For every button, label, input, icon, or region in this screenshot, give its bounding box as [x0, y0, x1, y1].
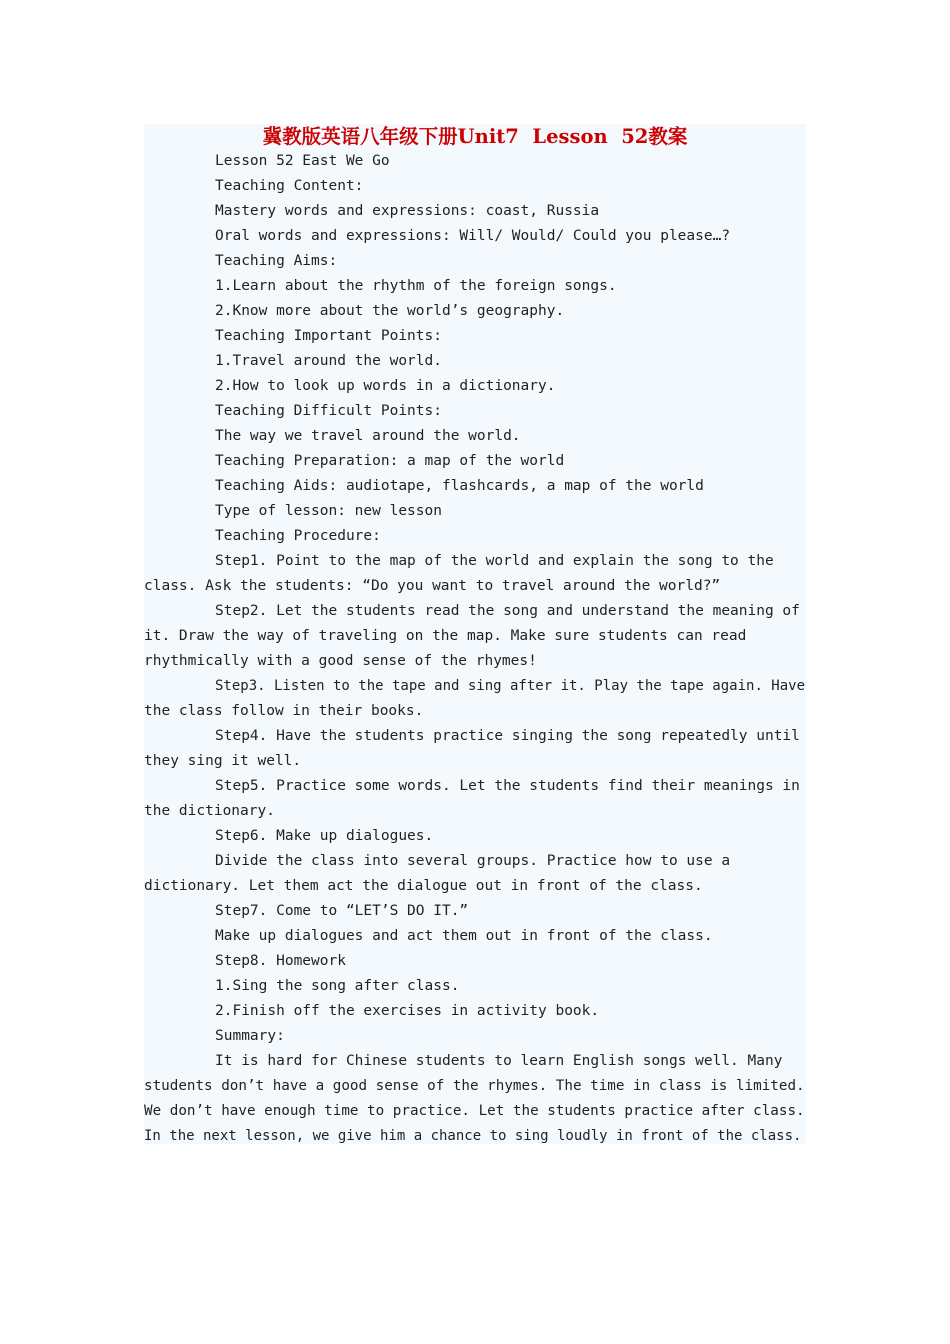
- text-line: 2.Finish off the exercises in activity book.: [215, 1003, 600, 1019]
- text-line: 2.How to look up words in a dictionary.: [215, 378, 556, 394]
- text-line: Step6. Make up dialogues.: [215, 828, 434, 844]
- text-line: Teaching Preparation: a map of the world: [215, 453, 565, 469]
- text-line: We don’t have enough time to practice. Let the students practice after class.: [144, 1103, 805, 1119]
- lesson-plan-document: [144, 124, 806, 1144]
- text-line: dictionary. Let them act the dialogue out in front of the class.: [144, 878, 703, 894]
- text-line: it. Draw the way of traveling on the map. Make sure students can read: [144, 628, 747, 644]
- text-line: Step7. Come to “LET’S DO IT.”: [215, 903, 469, 919]
- text-line: Divide the class into several groups. Practice how to use a: [215, 853, 731, 869]
- text-line: students don’t have a good sense of the rhymes. The time in class is limited.: [144, 1078, 805, 1094]
- text-line: Teaching Aids: audiotape, flashcards, a map of the world: [215, 478, 704, 494]
- document-title: 冀教版英语八年级下册Unit7 Lesson 52教案: [262, 125, 688, 148]
- text-line: 1.Sing the song after class.: [215, 978, 460, 994]
- text-line: they sing it well.: [144, 753, 302, 769]
- text-line: Teaching Procedure:: [215, 528, 381, 544]
- text-line: Teaching Content:: [215, 178, 364, 194]
- text-line: 1.Learn about the rhythm of the foreign songs.: [215, 278, 617, 294]
- text-line: 2.Know more about the world’s geography.: [215, 303, 565, 319]
- text-line: Step5. Practice some words. Let the students find their meanings in: [215, 778, 800, 794]
- text-line: Teaching Important Points:: [215, 328, 442, 344]
- text-line: Oral words and expressions: Will/ Would/ Could you please…?: [215, 228, 731, 244]
- text-line: Step1. Point to the map of the world and explain the song to the: [215, 553, 774, 569]
- text-line: 1.Travel around the world.: [215, 353, 442, 369]
- text-line: Step3. Listen to the tape and sing after it. Play the tape again. Have: [215, 678, 806, 694]
- text-line: Step4. Have the students practice singing the song repeatedly until: [215, 728, 800, 744]
- text-line: the class follow in their books.: [144, 703, 424, 719]
- text-line: Type of lesson: new lesson: [215, 503, 442, 519]
- text-line: Step8. Homework: [215, 953, 346, 969]
- text-line: Step2. Let the students read the song and understand the meaning of: [215, 603, 800, 619]
- text-line: The way we travel around the world.: [215, 428, 521, 444]
- text-line: Lesson 52 East We Go: [215, 153, 390, 169]
- text-line: In the next lesson, we give him a chance to sing loudly in front of the class.: [144, 1128, 802, 1144]
- text-line: Mastery words and expressions: coast, Russia: [215, 203, 600, 219]
- text-line: class. Ask the students: “Do you want to travel around the world?”: [144, 578, 721, 594]
- text-line: It is hard for Chinese students to learn English songs well. Many: [215, 1053, 783, 1069]
- text-line: rhythmically with a good sense of the rhymes!: [144, 653, 537, 669]
- text-line: Teaching Difficult Points:: [215, 403, 442, 419]
- text-line: the dictionary.: [144, 803, 275, 819]
- text-line: Teaching Aims:: [215, 253, 338, 269]
- text-line: Summary:: [215, 1028, 285, 1044]
- text-line: Make up dialogues and act them out in front of the class.: [215, 928, 713, 944]
